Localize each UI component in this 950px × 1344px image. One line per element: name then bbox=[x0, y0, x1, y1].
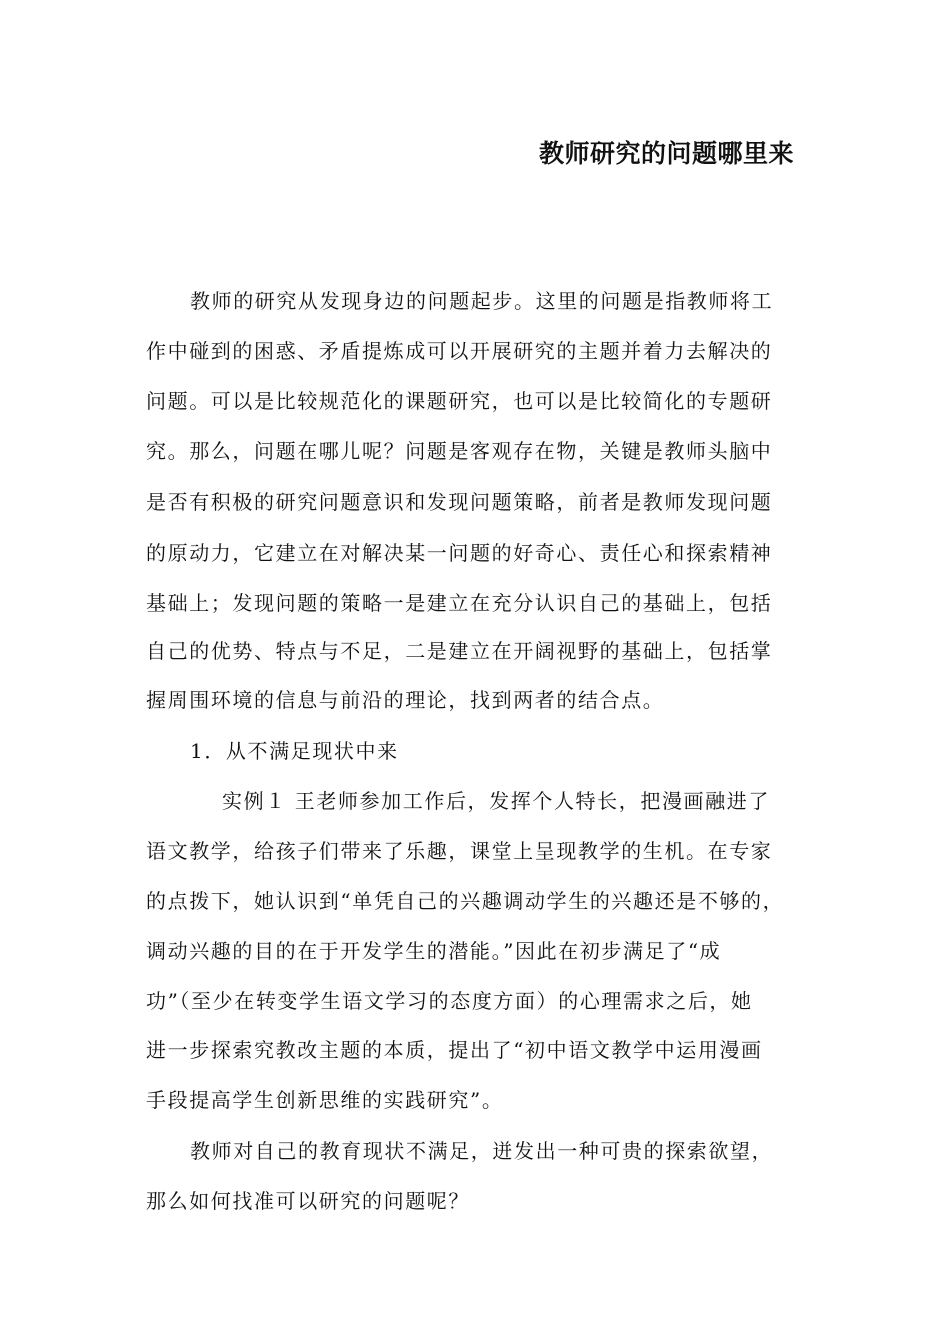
example-line: 语文教学，给孩子们带来了乐趣，课堂上呈现教学的生机。在专家 bbox=[146, 839, 773, 863]
paragraph-line: 作中碰到的困惑、矛盾提炼成可以开展研究的主题并着力去解决的 bbox=[146, 339, 773, 363]
example-line: 调动兴趣的目的在于开发学生的潜能。”因此在初步满足了“成 bbox=[146, 939, 722, 963]
paragraph-line: 究。那么，问题在哪儿呢？问题是客观存在物，关键是教师头脑中 bbox=[146, 439, 773, 463]
paragraph-line: 是否有积极的研究问题意识和发现问题策略，前者是教师发现问题 bbox=[146, 490, 773, 514]
section-heading: 1．从不满足现状中来 bbox=[190, 739, 399, 763]
paragraph-line: 基础上；发现问题的策略一是建立在充分认识自己的基础上，包括 bbox=[146, 591, 773, 615]
paragraph-line: 的原动力，它建立在对解决某一问题的好奇心、责任心和探索精神 bbox=[146, 541, 773, 565]
example-line: 进一步探索究教改主题的本质，提出了“初中语文教学中运用漫画 bbox=[146, 1038, 763, 1062]
paragraph-line: 问题。可以是比较规范化的课题研究，也可以是比较简化的专题研 bbox=[146, 389, 773, 413]
paragraph-line: 握周围环境的信息与前沿的理论，找到两者的结合点。 bbox=[146, 688, 665, 712]
document-title: 教师研究的问题哪里来 bbox=[538, 139, 794, 168]
paragraph-line: 自己的优势、特点与不足，二是建立在开阔视野的基础上，包括掌 bbox=[146, 639, 773, 663]
example-line: 手段提高学生创新思维的实践研究”。 bbox=[146, 1088, 504, 1112]
paragraph-line: 教师的研究从发现身边的问题起步。这里的问题是指教师将工 bbox=[190, 289, 774, 313]
example-line: 功”（至少在转变学生语文学习的态度方面）的心理需求之后，她 bbox=[146, 989, 753, 1013]
example-line: 实例１ 王老师参加工作后，发挥个人特长，把漫画融进了 bbox=[222, 789, 770, 813]
paragraph-line: 教师对自己的教育现状不满足，迸发出一种可贵的探索欲望， bbox=[190, 1139, 774, 1163]
example-line: 的点拨下，她认识到“单凭自己的兴趣调动学生的兴趣还是不够的， bbox=[146, 889, 785, 913]
paragraph-line: 那么如何找准可以研究的问题呢？ bbox=[146, 1189, 470, 1213]
